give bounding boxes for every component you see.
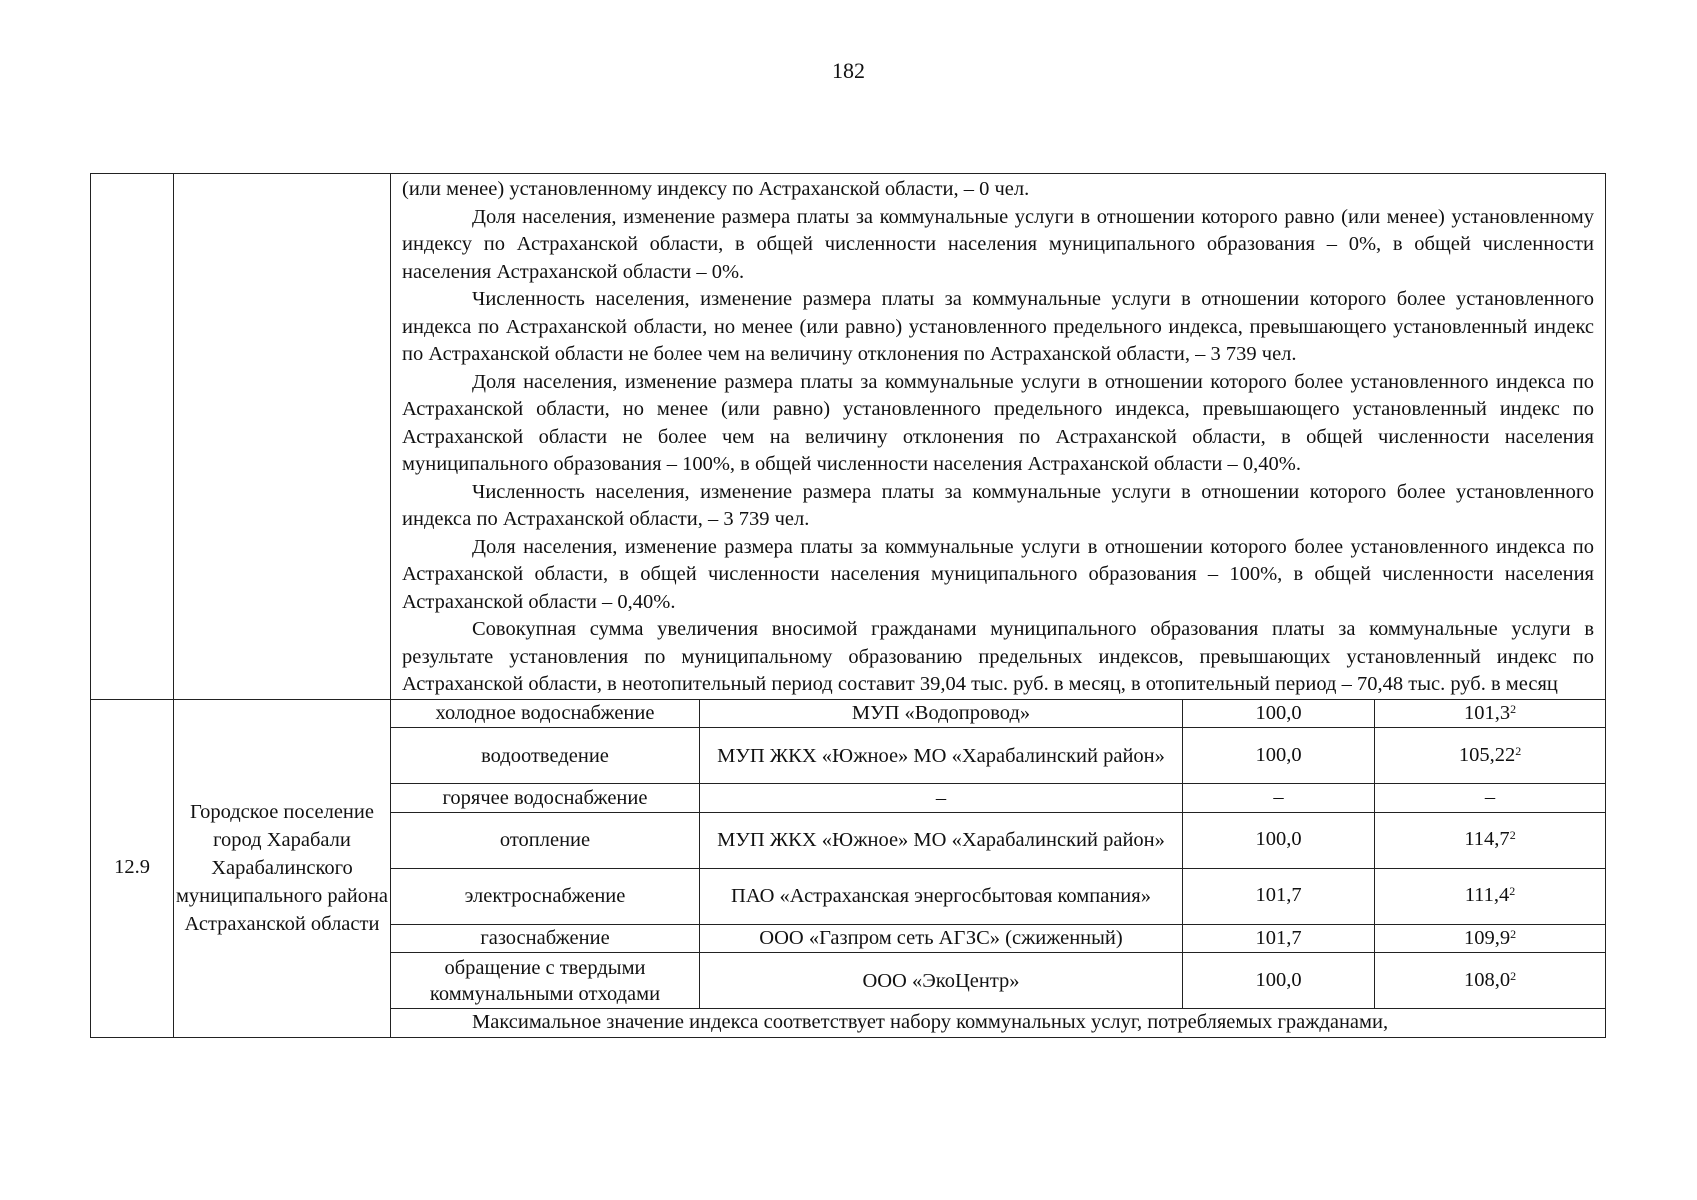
limit-index-number: 101,3 (1463, 701, 1511, 724)
provider-name: МУП ЖКХ «Южное» МО «Харабалинский район» (700, 728, 1183, 784)
service-name: обращение с твердыми коммунальными отходами (391, 953, 700, 1009)
empty-number-cell (91, 174, 174, 700)
limit-index-value (1375, 728, 1606, 784)
paragraph: Доля населения, изменение размера платы за коммунальные услуги в отношении которого равно (или менее) установленному индексу по Астраханской области, в общей численности населения муниципального образования – 0%, в общей численности населения Астраханской области – 0%. (402, 205, 1594, 283)
paragraph: Совокупная сумма увеличения вносимой гражданами муниципального образования платы за коммунальные услуги в результате установления по муниципальному образованию предельных индексов, превышающих установленный индекс по Астраханской области, в неотопительный период составит 39,04 тыс. руб. в месяц, в отопительный период – 70,48 тыс. руб. в месяц (402, 618, 1594, 695)
paragraph: Численность населения, изменение размера платы за коммунальные услуги в отношении которого более установленного индекса по Астраханской области, – 3 739 чел. (402, 480, 1594, 530)
footnote-mark: 2 (1515, 743, 1522, 758)
footnote-mark: 2 (1509, 828, 1516, 843)
limit-index-value (1375, 812, 1606, 868)
limit-index-number: 105,22 (1458, 743, 1516, 766)
index-value: 100,0 (1183, 728, 1375, 784)
index-value: 101,7 (1183, 868, 1375, 924)
footnote-mark: 2 (1510, 701, 1517, 716)
limit-index-number: 108,0 (1463, 968, 1511, 991)
paragraph: Доля населения, изменение размера платы за коммунальные услуги в отношении которого более установленного индекса по Астраханской области, в общей численности населения муниципального образования – 100%, в общей численности населения Астраханской области – 0,40%. (402, 535, 1594, 613)
provider-name: – (700, 784, 1183, 813)
footnote-mark: 2 (1509, 884, 1516, 899)
section-number: 12.9 (91, 699, 174, 1037)
municipality-name: Городское поселение город Харабали Харабалинского муниципального района Астраханской области (174, 699, 391, 1037)
paragraph: (или менее) установленному индексу по Астраханской области, – 0 чел. (402, 178, 1030, 200)
empty-name-cell (174, 174, 391, 700)
footnote-mark: 2 (1510, 926, 1517, 941)
limit-index-value (1375, 784, 1606, 813)
provider-name: ООО «Газпром сеть АГЗС» (сжиженный) (700, 924, 1183, 953)
service-name: холодное водоснабжение (391, 699, 700, 728)
provider-name: ООО «ЭкоЦентр» (700, 953, 1183, 1009)
provider-name: МУП ЖКХ «Южное» МО «Харабалинский район» (700, 812, 1183, 868)
paragraph: Численность населения, изменение размера платы за коммунальные услуги в отношении которого более установленного индекса по Астраханской области, но менее (или равно) установленного предельного индекса, превышающего установленный индекс по Астраханской области не более чем на величину отклонения по Астраханской области, – 3 739 чел. (402, 288, 1594, 365)
provider-name: ПАО «Астраханская энергосбытовая компания» (700, 868, 1183, 924)
index-value: 100,0 (1183, 699, 1375, 728)
limit-index-value (1375, 924, 1606, 953)
service-name: электроснабжение (391, 868, 700, 924)
index-value: 101,7 (1183, 924, 1375, 953)
page-number: 182 (832, 58, 865, 83)
table-row (91, 699, 1606, 728)
service-name: отопление (391, 812, 700, 868)
index-value: 100,0 (1183, 953, 1375, 1009)
footnote-mark: 2 (1510, 968, 1517, 983)
limit-index-value (1375, 699, 1606, 728)
footer-text: Максимальное значение индекса соответствует набору коммунальных услуг, потребляемых гражданами, (391, 1009, 1606, 1038)
service-name: горячее водоснабжение (391, 784, 700, 813)
limit-index-value (1375, 953, 1606, 1009)
paragraph: Доля населения, изменение размера платы за коммунальные услуги в отношении которого более установленного индекса по Астраханской области, но менее (или равно) установленного предельного индекса, превышающего установленный индекс по Астраханской области не более чем на величину отклонения по Астраханской области, в общей численности населения муниципального образования – 100%, в общей численности населения Астраханской области – 0,40%. (402, 370, 1594, 475)
limit-index-number: 114,7 (1464, 828, 1510, 851)
continuation-row (91, 174, 1606, 700)
limit-index-number: – (1484, 786, 1496, 808)
index-value: 100,0 (1183, 812, 1375, 868)
description-cell (391, 174, 1606, 700)
tariff-table (90, 173, 1606, 1038)
index-value: – (1183, 784, 1375, 813)
service-name: водоотведение (391, 728, 700, 784)
provider-name: МУП «Водопровод» (700, 699, 1183, 728)
limit-index-value (1375, 868, 1606, 924)
service-name: газоснабжение (391, 924, 700, 953)
limit-index-number: 109,9 (1463, 926, 1511, 949)
limit-index-number: 111,4 (1464, 884, 1510, 907)
